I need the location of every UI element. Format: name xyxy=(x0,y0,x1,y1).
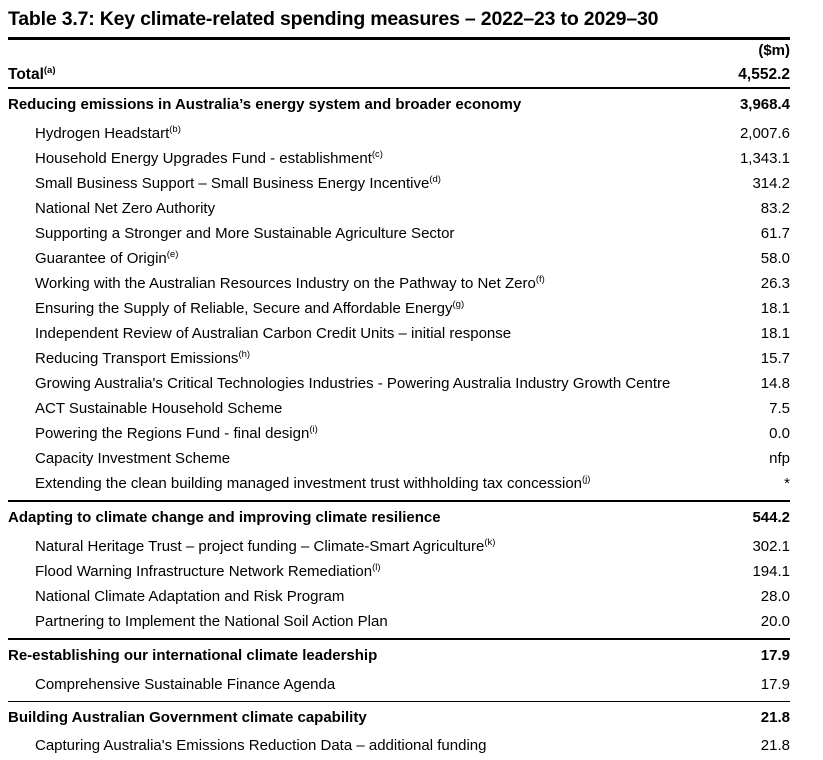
measure-value: 18.1 xyxy=(760,325,790,342)
footnote-marker: (c) xyxy=(371,149,383,160)
footnote-marker: (a) xyxy=(43,64,56,76)
measure-value: 1,343.1 xyxy=(739,150,790,167)
footnote-marker: (b) xyxy=(169,124,181,135)
section-header-value: 17.9 xyxy=(760,647,790,664)
measure-row xyxy=(8,672,790,697)
measure-label: Extending the clean building managed investment trust withholding tax concession$^{(j)}$ xyxy=(35,474,591,492)
footnote-marker: (f) xyxy=(535,274,545,285)
measure-row xyxy=(8,171,790,196)
section-header-label: Re-establishing our international climate leadership xyxy=(8,647,378,664)
total-value: 4,552.2 xyxy=(738,66,790,83)
measure-row xyxy=(8,371,790,396)
table-section xyxy=(8,638,790,701)
measure-label: Household Energy Upgrades Fund - establishment$^{(c)}$ xyxy=(35,149,383,167)
footnote-marker: (l) xyxy=(372,562,381,573)
footnote-marker: (d) xyxy=(429,174,441,185)
section-header-row xyxy=(8,640,790,672)
measure-row xyxy=(8,271,790,296)
unit-header-row xyxy=(8,40,790,62)
total-row xyxy=(8,62,790,87)
footnote-marker: (k) xyxy=(484,537,496,548)
measure-label: Small Business Support – Small Business Energy Incentive$^{(d)}$ xyxy=(35,174,441,192)
measure-row xyxy=(8,296,790,321)
table-head-block xyxy=(8,40,790,89)
section-header-label: Reducing emissions in Australia’s energy system and broader economy xyxy=(8,96,522,113)
measure-value: 0.0 xyxy=(769,425,790,442)
table-section xyxy=(8,500,790,638)
section-header-label: Adapting to climate change and improving climate resilience xyxy=(8,509,441,526)
measure-value: 20.0 xyxy=(760,613,790,630)
measure-value: 15.7 xyxy=(760,350,790,367)
measure-label: Comprehensive Sustainable Finance Agenda xyxy=(35,676,336,693)
measure-value: nfp xyxy=(769,450,790,467)
measure-row xyxy=(8,584,790,609)
unit-header: ($m) xyxy=(758,42,790,59)
measure-row xyxy=(8,146,790,171)
measure-label: ACT Sustainable Household Scheme xyxy=(35,400,283,417)
measure-row xyxy=(8,421,790,446)
measure-row xyxy=(8,196,790,221)
measure-value: 18.1 xyxy=(760,300,790,317)
measure-row xyxy=(8,734,790,757)
footnote-marker: (j) xyxy=(582,474,591,485)
total-label-cell xyxy=(8,62,728,87)
measure-value: 314.2 xyxy=(752,175,790,192)
measure-label: Guarantee of Origin$^{(e)}$ xyxy=(35,249,179,267)
measure-value: 83.2 xyxy=(760,200,790,217)
measure-value: 14.8 xyxy=(760,375,790,392)
measure-value: 2,007.6 xyxy=(739,125,790,142)
measure-row xyxy=(8,121,790,146)
footnote-marker: (g) xyxy=(452,299,465,310)
measure-label: Flood Warning Infrastructure Network Remediation$^{(l)}$ xyxy=(35,562,381,580)
measure-value: 17.9 xyxy=(760,676,790,693)
footnote-marker: (i) xyxy=(309,424,318,435)
measure-row xyxy=(8,321,790,346)
measure-row xyxy=(8,346,790,371)
measure-label: Growing Australia's Critical Technologies Industries - Powering Australia Industry Growth Centre xyxy=(35,375,671,392)
measure-value: 26.3 xyxy=(760,275,790,292)
measure-label: Ensuring the Supply of Reliable, Secure and Affordable Energy$^{(g)}$ xyxy=(35,299,465,317)
measure-row xyxy=(8,471,790,496)
measure-label: Powering the Regions Fund - final design$^{(i)}$ xyxy=(35,424,318,442)
measure-row xyxy=(8,446,790,471)
section-header-row xyxy=(8,89,790,121)
measure-label: Working with the Australian Resources Industry on the Pathway to Net Zero$^{(f)}$ xyxy=(35,274,545,292)
measure-value: 302.1 xyxy=(752,538,790,555)
measure-row xyxy=(8,559,790,584)
table-section xyxy=(8,89,790,500)
table-section xyxy=(8,701,790,760)
measure-label: Natural Heritage Trust – project funding – Climate-Smart Agriculture$^{(k)}$ xyxy=(35,537,496,555)
section-header-row xyxy=(8,502,790,534)
measure-row xyxy=(8,609,790,634)
measure-value: 28.0 xyxy=(760,588,790,605)
section-header-value: 544.2 xyxy=(752,509,790,526)
section-header-row xyxy=(8,702,790,734)
footnote-marker: (h) xyxy=(238,349,251,360)
section-header-value: 21.8 xyxy=(760,709,790,726)
footnote-marker: (e) xyxy=(166,249,179,260)
measure-row xyxy=(8,221,790,246)
measure-label: Partnering to Implement the National Soil Action Plan xyxy=(35,613,388,630)
section-header-label: Building Australian Government climate capability xyxy=(8,709,367,726)
measure-label: Supporting a Stronger and More Sustainable Agriculture Sector xyxy=(35,225,455,242)
section-header-value: 3,968.4 xyxy=(739,96,790,113)
measure-label: Independent Review of Australian Carbon Credit Units – initial response xyxy=(35,325,512,342)
measure-value: 7.5 xyxy=(769,400,790,417)
measure-label: Reducing Transport Emissions$^{(h)}$ xyxy=(35,349,251,367)
measure-label: National Climate Adaptation and Risk Program xyxy=(35,588,345,605)
measure-value: 58.0 xyxy=(760,250,790,267)
measure-row xyxy=(8,534,790,559)
measure-label: National Net Zero Authority xyxy=(35,200,216,217)
measure-row xyxy=(8,246,790,271)
measure-row xyxy=(8,396,790,421)
table-body xyxy=(8,89,790,760)
measure-value: 61.7 xyxy=(760,225,790,242)
measure-value: 21.8 xyxy=(760,737,790,754)
measure-value: 194.1 xyxy=(752,563,790,580)
measure-label: Hydrogen Headstart$^{(b)}$ xyxy=(35,124,181,142)
measure-label: Capacity Investment Scheme xyxy=(35,450,231,467)
table-title: Table 3.7: Key climate-related spending measures – 2022–23 to 2029–30 xyxy=(8,8,659,30)
measure-value: * xyxy=(784,475,790,492)
measure-label: Capturing Australia's Emissions Reduction Data – additional funding xyxy=(35,737,487,754)
total-label: Total xyxy=(8,66,44,83)
